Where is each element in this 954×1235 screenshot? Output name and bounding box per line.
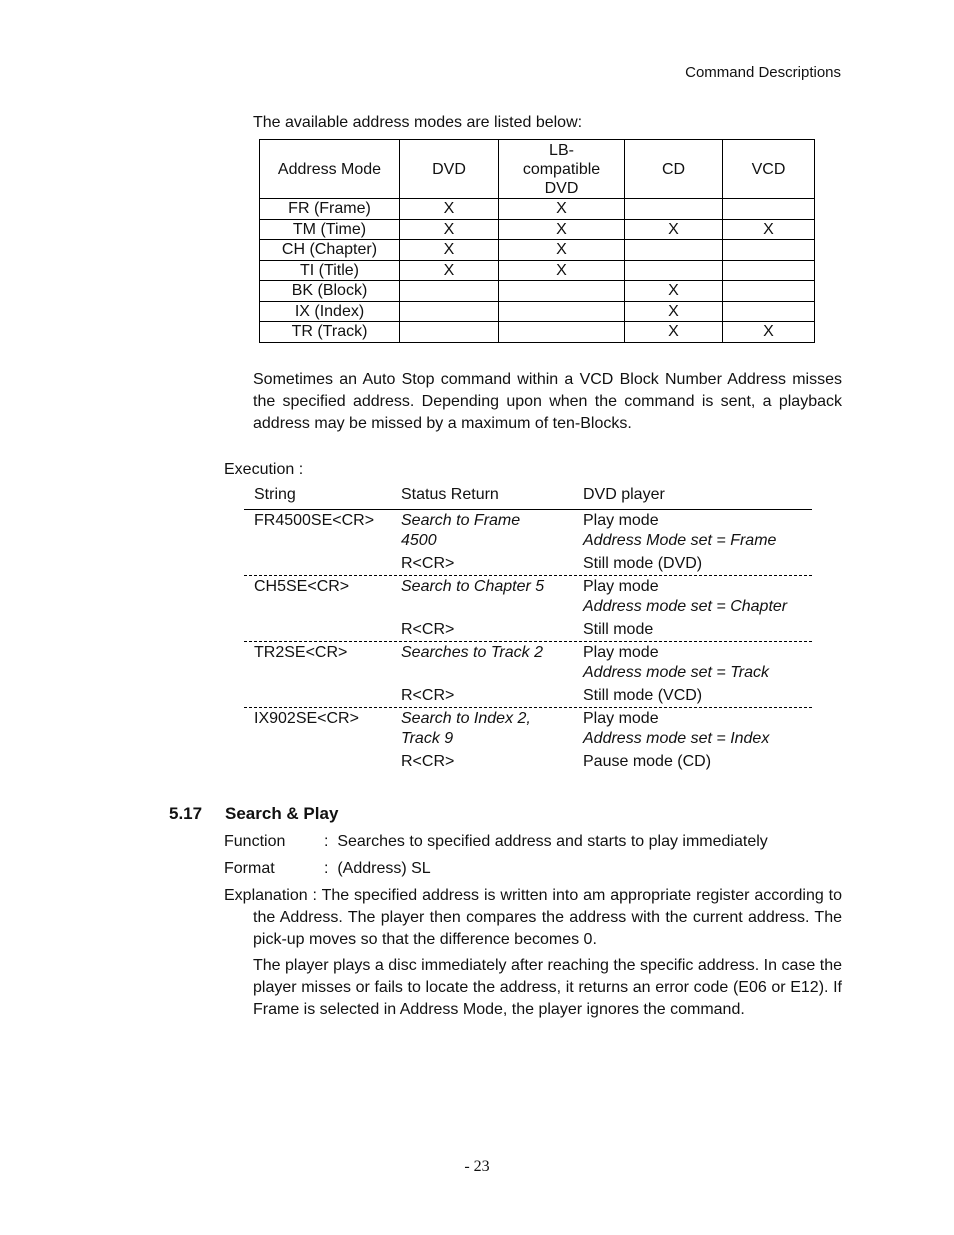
column-header: DVD player <box>583 486 665 503</box>
execution-row <box>244 510 812 576</box>
table-cell: X <box>499 240 625 261</box>
player-final-state: Still mode (DVD) <box>583 555 703 572</box>
table-cell: X <box>400 219 499 240</box>
status-return: R<CR> <box>401 687 455 704</box>
section-heading <box>169 804 338 824</box>
execution-row <box>244 642 812 708</box>
table-cell <box>625 260 723 281</box>
table-cell: TI (Title) <box>260 260 400 281</box>
table-row <box>260 199 815 220</box>
player-state: Play mode <box>583 644 659 661</box>
table-row <box>260 219 815 240</box>
explanation-paragraph: The player plays a disc immediately after reaching the specific address. In case the player misses or fails to locate the address, it returns an error code (E06 or E12). If Frame is selected in Address Mode, the player ignores the command. <box>253 957 842 1018</box>
table-cell: TM (Time) <box>260 219 400 240</box>
section-number: 5.17 <box>169 804 203 823</box>
status-text: 4500 <box>401 532 437 549</box>
status-return: R<CR> <box>401 753 455 770</box>
table-cell: X <box>625 219 723 240</box>
explanation-paragraph: Explanation : The specified address is written into am appropriate register according to the Address. The player then compares the address with the current address. The pick-up moves so that the difference becomes 0. <box>224 887 842 948</box>
column-header: Status Return <box>401 486 499 503</box>
player-state: Play mode <box>583 512 659 529</box>
table-cell: IX (Index) <box>260 301 400 322</box>
explanation <box>224 885 842 1021</box>
page-number: - 23 <box>464 1158 490 1175</box>
status-text: Search to Frame <box>401 512 521 529</box>
table-cell <box>499 301 625 322</box>
execution-label: Execution : <box>224 461 304 478</box>
table-cell <box>499 281 625 302</box>
table-cell: X <box>625 281 723 302</box>
status-text: Track 9 <box>401 730 454 747</box>
table-row <box>260 322 815 343</box>
table-cell: X <box>723 219 815 240</box>
column-header: CD <box>625 140 723 199</box>
player-state: Address mode set = Chapter <box>583 598 788 615</box>
table-cell: X <box>723 322 815 343</box>
table-cell <box>723 301 815 322</box>
column-header: LB- compatible DVD <box>499 140 625 199</box>
table-row <box>260 301 815 322</box>
table-cell <box>400 322 499 343</box>
status-text: Search to Chapter 5 <box>401 578 545 595</box>
table-cell: CH (Chapter) <box>260 240 400 261</box>
table-cell <box>400 281 499 302</box>
table-cell: X <box>499 260 625 281</box>
table-header-row <box>260 140 815 199</box>
player-final-state: Still mode <box>583 621 654 638</box>
intro-text: The available address modes are listed below: <box>253 114 583 131</box>
format-label: Format <box>224 860 275 877</box>
table-cell: TR (Track) <box>260 322 400 343</box>
player-final-state: Pause mode (CD) <box>583 753 712 770</box>
status-return: R<CR> <box>401 555 455 572</box>
status-text: Searches to Track 2 <box>401 644 543 661</box>
table-row <box>260 260 815 281</box>
player-state: Address Mode set = Frame <box>583 532 777 549</box>
table-cell <box>723 240 815 261</box>
table-cell <box>499 322 625 343</box>
address-modes-table <box>259 139 815 343</box>
command-string: TR2SE<CR> <box>254 644 348 661</box>
table-row <box>260 240 815 261</box>
player-state: Address mode set = Track <box>583 664 769 681</box>
player-state: Address mode set = Index <box>583 730 770 747</box>
table-row <box>260 281 815 302</box>
table-cell: X <box>499 219 625 240</box>
table-cell <box>400 301 499 322</box>
table-cell: BK (Block) <box>260 281 400 302</box>
column-header: String <box>254 486 296 503</box>
table-cell: X <box>625 301 723 322</box>
section-title: Search & Play <box>225 804 339 823</box>
execution-row <box>244 708 812 773</box>
execution-header <box>244 485 812 510</box>
execution-table <box>244 485 812 773</box>
table-cell: FR (Frame) <box>260 199 400 220</box>
status-text: Search to Index 2, <box>401 710 531 727</box>
column-header: DVD <box>400 140 499 199</box>
function-text: : Searches to specified address and starts to play immediately <box>324 833 768 850</box>
execution-row <box>244 576 812 642</box>
table-cell: X <box>400 260 499 281</box>
command-string: CH5SE<CR> <box>254 578 350 595</box>
player-state: Play mode <box>583 710 659 727</box>
table-cell: X <box>400 240 499 261</box>
command-string: IX902SE<CR> <box>254 710 359 727</box>
table-cell <box>625 240 723 261</box>
table-cell <box>723 199 815 220</box>
table-cell: X <box>625 322 723 343</box>
table-cell: X <box>499 199 625 220</box>
player-final-state: Still mode (VCD) <box>583 687 703 704</box>
format-field <box>224 860 431 878</box>
table-cell <box>723 281 815 302</box>
function-label: Function <box>224 833 286 850</box>
function-field <box>224 833 768 851</box>
table-cell: X <box>400 199 499 220</box>
player-state: Play mode <box>583 578 659 595</box>
format-text: : (Address) SL <box>324 860 431 877</box>
block-address-note: Sometimes an Auto Stop command within a VCD Block Number Address misses the specified address. Depending upon when the command is sent, a playback address may be missed by a maximum of ten-Blocks. <box>253 371 842 432</box>
table-cell <box>625 199 723 220</box>
column-header: Address Mode <box>260 140 400 199</box>
running-header: Command Descriptions <box>685 64 841 81</box>
table-cell <box>723 260 815 281</box>
column-header: VCD <box>723 140 815 199</box>
status-return: R<CR> <box>401 621 455 638</box>
command-string: FR4500SE<CR> <box>254 512 375 529</box>
